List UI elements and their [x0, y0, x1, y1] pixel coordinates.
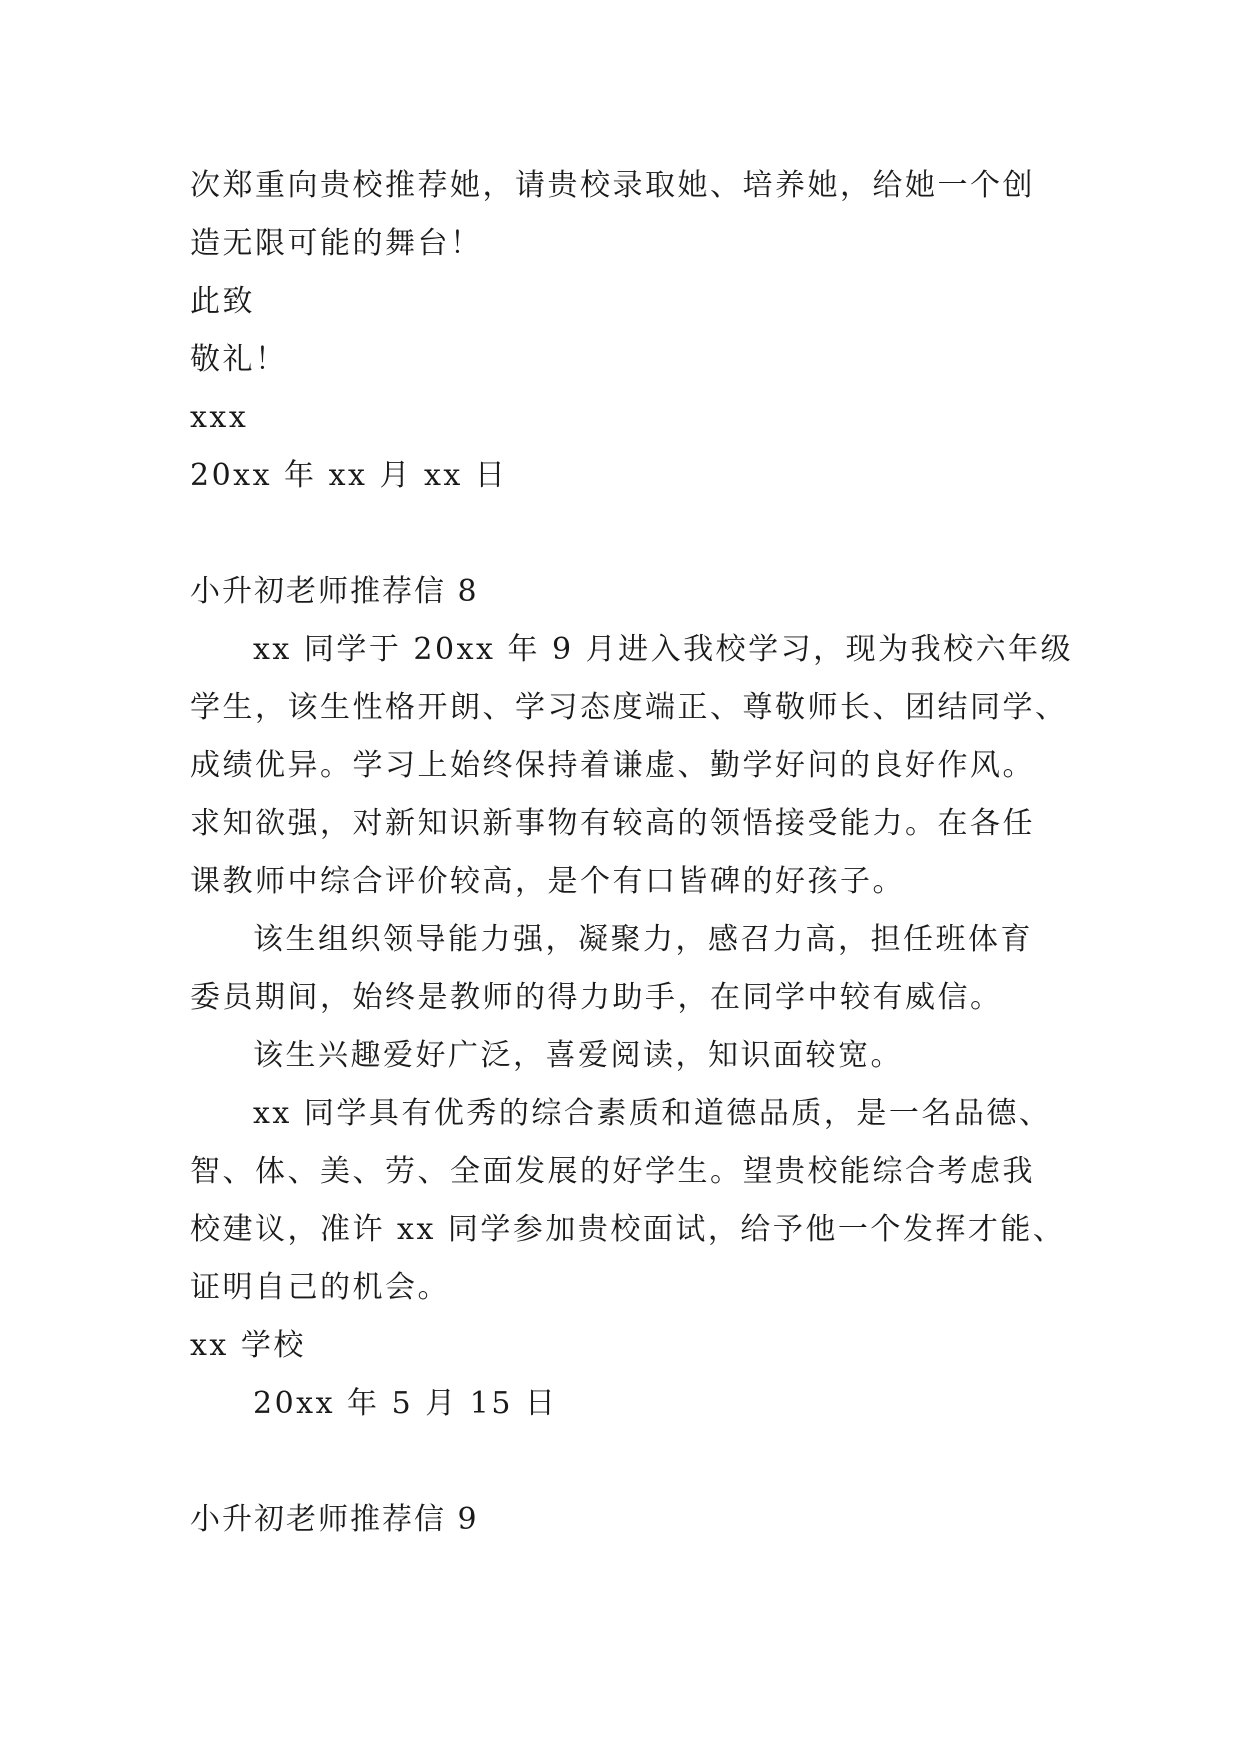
paragraph-line: 该生组织领导能力强，凝聚力，感召力高，担任班体育 [253, 922, 1033, 957]
paragraph-line: 智、体、美、劳、全面发展的好学生。望贵校能综合考虑我 [190, 1154, 1035, 1189]
paragraph-line: 证明自己的机会。 [190, 1270, 450, 1305]
paragraph-line: 求知欲强，对新知识新事物有较高的领悟接受能力。在各任 [190, 806, 1035, 841]
closing-text: 此致 [190, 284, 255, 319]
paragraph-line: 成绩优异。学习上始终保持着谦虚、勤学好问的良好作风。 [190, 748, 1035, 783]
paragraph-line: 校建议，准许 xx 同学参加贵校面试，给予他一个发挥才能、 [190, 1212, 1066, 1247]
body-line: 次郑重向贵校推荐她，请贵校录取她、培养她，给她一个创 [190, 168, 1035, 203]
date-text: 20xx 年 5 月 15 日 [253, 1386, 558, 1421]
salute-text: 敬礼！ [190, 342, 288, 377]
paragraph-line: 课教师中综合评价较高，是个有口皆碑的好孩子。 [190, 864, 905, 899]
paragraph-line: xx 同学具有优秀的综合素质和道德品质，是一名品德、 [253, 1096, 1052, 1131]
signature-text: xxx [190, 400, 249, 435]
body-line: 造无限可能的舞台！ [190, 226, 483, 261]
letter-title: 小升初老师推荐信 9 [190, 1502, 479, 1537]
signature-text: xx 学校 [190, 1328, 306, 1363]
date-text: 20xx 年 xx 月 xx 日 [190, 458, 508, 493]
paragraph-line: 该生兴趣爱好广泛，喜爱阅读，知识面较宽。 [253, 1038, 903, 1073]
paragraph-line: xx 同学于 20xx 年 9 月进入我校学习，现为我校六年级 [253, 632, 1074, 667]
paragraph-line: 学生，该生性格开朗、学习态度端正、尊敬师长、团结同学、 [190, 690, 1068, 725]
paragraph-line: 委员期间，始终是教师的得力助手，在同学中较有威信。 [190, 980, 1003, 1015]
letter-title: 小升初老师推荐信 8 [190, 574, 479, 609]
